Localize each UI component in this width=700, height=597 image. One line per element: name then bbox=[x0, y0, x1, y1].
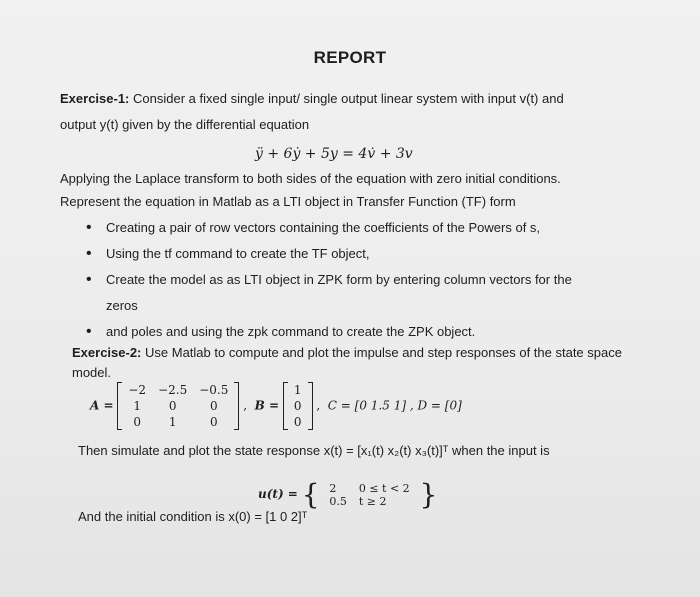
case-value: 2 bbox=[329, 481, 337, 495]
case-condition: t ≥ 2 bbox=[358, 494, 387, 508]
bullet-item: • Using the tf command to create the TF object, bbox=[80, 241, 600, 267]
ex2-label: Exercise-2: bbox=[72, 345, 142, 360]
ex1-line4: Represent the equation in Matlab as a LTI object in Transfer Function (TF) form bbox=[60, 194, 516, 209]
bullet-continuation: • and poles and using the zpk command to create the ZPK object. bbox=[80, 319, 600, 345]
ex1-differential-equation: ÿ + 6ẏ + 5y = 4v̇ + 3v bbox=[255, 146, 413, 162]
bullet-item: • Creating a pair of row vectors containing the coefficients of the Powers of s, bbox=[80, 215, 600, 241]
matrix-cell: −0.5 bbox=[199, 383, 229, 397]
matrix-cell: 0 bbox=[168, 399, 177, 413]
matrix-a bbox=[117, 382, 239, 430]
ex1-bullet-list bbox=[80, 215, 600, 345]
ex1-label: Exercise-1: bbox=[60, 91, 130, 106]
case-condition: 0 ≤ t < 2 bbox=[358, 481, 410, 495]
case-value: 0.5 bbox=[329, 494, 347, 508]
matrix-cell: −2.5 bbox=[158, 383, 188, 397]
matrix-cell: 0 bbox=[293, 399, 302, 413]
ex1-line2: output y(t) given by the differential equation bbox=[60, 117, 310, 132]
matrix-cell: 0 bbox=[133, 415, 142, 429]
bullet-item: • Create the model as as LTI object in ZPK form by entering column vectors for the zeros bbox=[80, 267, 600, 319]
ex1-line3: Applying the Laplace transform to both sides of the equation with zero initial conditions. bbox=[60, 171, 561, 186]
matrix-cell: 0 bbox=[293, 415, 302, 429]
ex2-line3: Then simulate and plot the state response x(t) = [x₁(t) x₂(t) x₃(t)]ᵀ when the input is bbox=[78, 443, 550, 458]
ex2-line4: And the initial condition is x(0) = [1 0 2]ᵀ bbox=[78, 509, 308, 524]
matrix-cell: 0 bbox=[209, 399, 218, 413]
matrix-b bbox=[283, 382, 313, 430]
matrix-a-label: A = bbox=[90, 398, 114, 413]
matrix-c-d: C = [0 1.5 1] , D = [0] bbox=[327, 398, 462, 413]
ex2-line2: model. bbox=[72, 365, 112, 380]
ex2-text-1: Use Matlab to compute and plot the impulse and step responses of the state space bbox=[145, 345, 622, 360]
ex1-line1 bbox=[60, 86, 660, 112]
matrix-b-label: B = bbox=[254, 398, 280, 413]
matrix-cell: 1 bbox=[293, 383, 302, 397]
matrix-cell: 1 bbox=[168, 415, 177, 429]
right-brace-icon: } bbox=[419, 478, 438, 511]
matrix-cell: −2 bbox=[128, 383, 147, 397]
state-space-matrices: A = −2 −2.5 −0.5 1 0 0 0 1 0 , B = 1 0 0 , C = [0 1.5 1] , D = [0] bbox=[90, 383, 462, 429]
input-label: u(t) = bbox=[258, 487, 298, 501]
matrix-cell: 0 bbox=[209, 415, 218, 429]
left-brace-icon: { bbox=[301, 478, 320, 511]
page-title: REPORT bbox=[313, 48, 387, 67]
matrix-cell: 1 bbox=[133, 399, 142, 413]
ex1-text-1: Consider a fixed single input/ single output linear system with input v(t) and bbox=[133, 91, 564, 106]
